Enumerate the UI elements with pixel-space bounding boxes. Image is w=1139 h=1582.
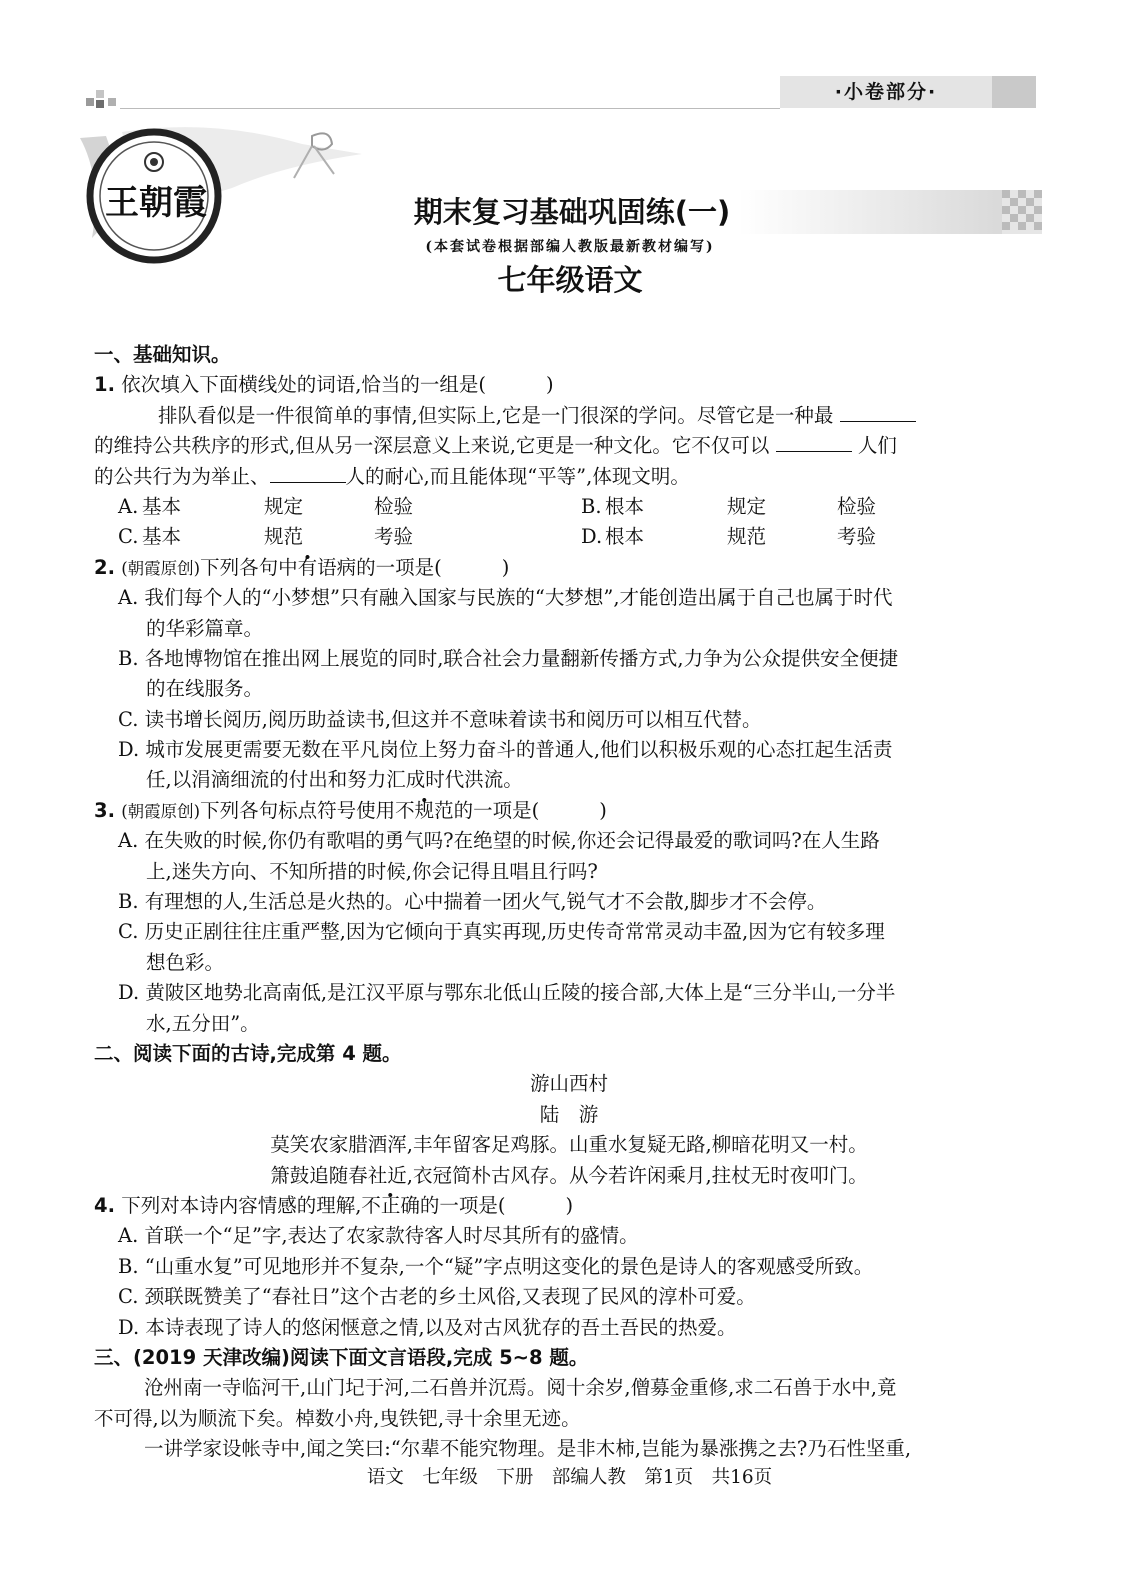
passage-line — [94, 401, 1044, 431]
question-text-end: ) — [546, 373, 554, 397]
emphasis-dotted: 有 — [298, 553, 318, 583]
option-word: 规定 — [727, 494, 767, 518]
question-number: 4. — [94, 1193, 115, 1217]
option-word: 检验 — [837, 494, 877, 518]
logo-brand-text: 王朝霞 — [105, 183, 207, 223]
question-text: 依次填入下面横线处的词语,恰当的一组是( — [121, 373, 486, 397]
option-label[interactable]: C. — [118, 525, 139, 549]
page-footer: 语文 七年级 下册 部编人教 第1页 共16页 — [366, 1467, 773, 1488]
grade-subject-title: 七年级语文 — [497, 263, 643, 297]
option-row — [94, 492, 1044, 522]
option-a[interactable]: A. 在失败的时候,你仍有歌唱的勇气吗?在绝望的时候,你还会记得最爱的歌词吗?在人生路 — [118, 829, 880, 853]
option-word: 根本 — [605, 525, 645, 549]
edition-note: (本套试卷根据部编人教版最新教材编写) — [425, 239, 715, 255]
fill-blank[interactable] — [270, 464, 346, 483]
option-label[interactable]: A. — [118, 494, 139, 518]
passage-text: 的维持公共秩序的形式,但从另一深层意义上来说,它更是一种文化。它不仅可以 — [94, 434, 770, 458]
classical-text-line: 沧州南一寺临河干,山门圮于河,二石兽并沉焉。阅十余岁,僧募金重修,求二石兽于水中,竟 — [144, 1376, 897, 1400]
poem-line: 箫鼓追随春社近,衣冠简朴古风存。从今若许闲乘月,拄杖无时夜叩门。 — [270, 1163, 868, 1187]
header-rule — [120, 108, 780, 109]
option-d-cont: 任,以涓滴细流的付出和努力汇成时代洪流。 — [146, 768, 523, 792]
option-d[interactable]: D. 本诗表现了诗人的悠闲惬意之情,以及对古风犹存的吾土吾民的热爱。 — [118, 1315, 737, 1339]
passage-text: 人们 — [857, 434, 897, 458]
question-text-end: ) — [501, 555, 510, 579]
option-word: 规范 — [727, 525, 767, 549]
section-heading-1: 一、基础知识。 — [94, 343, 231, 366]
option-c-cont: 想色彩。 — [146, 950, 225, 974]
question-number: 1. — [94, 373, 115, 397]
question-text-end: ) — [565, 1193, 574, 1217]
emphasis-dotted: 不正确 — [361, 1191, 420, 1221]
passage-text: 排队看似是一件很简单的事情,但实际上,它是一门很深的学问。尽管它是一种最 — [158, 403, 834, 427]
brand-logo — [62, 118, 382, 276]
passage-line — [94, 431, 1044, 461]
corner-squares-decoration — [86, 86, 126, 110]
poem-line: 莫笑农家腊酒浑,丰年留客足鸡豚。山重水复疑无路,柳暗花明又一村。 — [270, 1133, 868, 1157]
section-tag: ·小卷部分· — [780, 76, 992, 108]
option-d[interactable]: D. 城市发展更需要无数在平凡岗位上努力奋斗的普通人,他们以积极乐观的心态扛起生活责 — [118, 738, 893, 762]
classical-text-line: 不可得,以为顺流下矣。棹数小舟,曳铁钯,寻十余里无迹。 — [94, 1406, 581, 1430]
option-word: 根本 — [605, 494, 645, 518]
option-b[interactable]: B. “山重水复”可见地形并不复杂,一个“疑”字点明这变化的景色是诗人的客观感受所致。 — [118, 1254, 874, 1278]
option-a[interactable]: A. 我们每个人的“小梦想”只有融入国家与民族的“大梦想”,才能创造出属于自己也属于时代 — [118, 586, 893, 610]
passage-text: 人的耐心,而且能体现“平等”,体现文明。 — [345, 464, 690, 488]
option-b[interactable]: B. 有理想的人,生活总是火热的。心中揣着一团火气,锐气才不会散,脚步才不会停。 — [118, 890, 827, 914]
section-heading-2: 二、阅读下面的古诗,完成第 4 题。 — [94, 1041, 402, 1065]
passage-text: 的公共行为为举止、 — [94, 464, 270, 488]
question-2-stem — [94, 553, 1044, 583]
exam-content — [94, 340, 1044, 1464]
option-c[interactable]: C. 颈联既赞美了“春社日”这个古老的乡土风俗,又表现了民风的淳朴可爱。 — [118, 1285, 756, 1309]
option-c[interactable]: C. 历史正剧往往庄重严整,因为它倾向于真实再现,历史传奇常常灵动丰盈,因为它有较多理 — [118, 920, 885, 944]
question-source: (朝霞原创) — [121, 558, 201, 578]
question-text: 的一项是( — [453, 798, 540, 822]
option-label[interactable]: B. — [581, 494, 602, 518]
passage-line — [94, 462, 1044, 492]
option-d-cont: 水,五分田”。 — [146, 1011, 260, 1035]
classical-text-line: 一讲学家设帐寺中,闻之笑曰:“尔辈不能究物理。是非木柿,岂能为暴涨携之去?乃石性坚重, — [144, 1437, 912, 1461]
option-word: 规定 — [264, 494, 304, 518]
option-label[interactable]: D. — [581, 525, 603, 549]
poem-title: 游山西村 — [529, 1072, 608, 1096]
question-number: 3. — [94, 798, 115, 822]
title-checker-decoration — [1002, 190, 1042, 234]
option-b-cont: 的在线服务。 — [146, 677, 264, 701]
option-b[interactable]: B. 各地博物馆在推出网上展览的同时,联合社会力量翻新传播方式,力争为公众提供安全便捷 — [118, 646, 899, 670]
option-word: 检验 — [374, 494, 414, 518]
section-heading-3: 三、(2019 天津改编)阅读下面文言语段,完成 5~8 题。 — [94, 1345, 589, 1369]
question-source: (朝霞原创) — [121, 801, 201, 821]
option-word: 基本 — [142, 494, 182, 518]
emphasis-dotted: 不规范 — [395, 796, 454, 826]
fill-blank[interactable] — [840, 403, 916, 422]
page-title: 期末复习基础巩固练(一) — [413, 195, 731, 229]
fill-blank[interactable] — [776, 433, 852, 452]
option-word: 考验 — [374, 525, 414, 549]
question-number: 2. — [94, 555, 115, 579]
poem-author: 陆 游 — [539, 1102, 599, 1126]
question-text: 语病的一项是( — [317, 555, 442, 579]
question-1-stem — [94, 370, 1044, 400]
question-text: 的一项是( — [419, 1193, 506, 1217]
option-row — [94, 522, 1044, 552]
question-3-stem — [94, 796, 1044, 826]
question-text: 下列对本诗内容情感的理解, — [121, 1193, 362, 1217]
question-text: 下列各句标点符号使用 — [200, 798, 396, 822]
option-word: 规范 — [264, 525, 304, 549]
option-a-cont: 上,迷失方向、不知所措的时候,你会记得且唱且行吗? — [146, 859, 598, 883]
question-text: 下列各句中 — [200, 555, 298, 579]
question-4-stem — [94, 1191, 1044, 1221]
option-a-cont: 的华彩篇章。 — [146, 616, 264, 640]
option-d[interactable]: D. 黄陂区地势北高南低,是江汉平原与鄂东北低山丘陵的接合部,大体上是“三分半山,一分半 — [118, 981, 896, 1005]
section-tag-end-block — [992, 76, 1036, 108]
option-c[interactable]: C. 读书增长阅历,阅历助益读书,但这并不意味着读书和阅历可以相互代替。 — [118, 707, 762, 731]
question-text-end: ) — [599, 798, 607, 822]
option-word: 基本 — [142, 525, 182, 549]
option-a[interactable]: A. 首联一个“足”字,表达了农家款待客人时尽其所有的盛情。 — [118, 1224, 639, 1248]
option-word: 考验 — [837, 525, 877, 549]
